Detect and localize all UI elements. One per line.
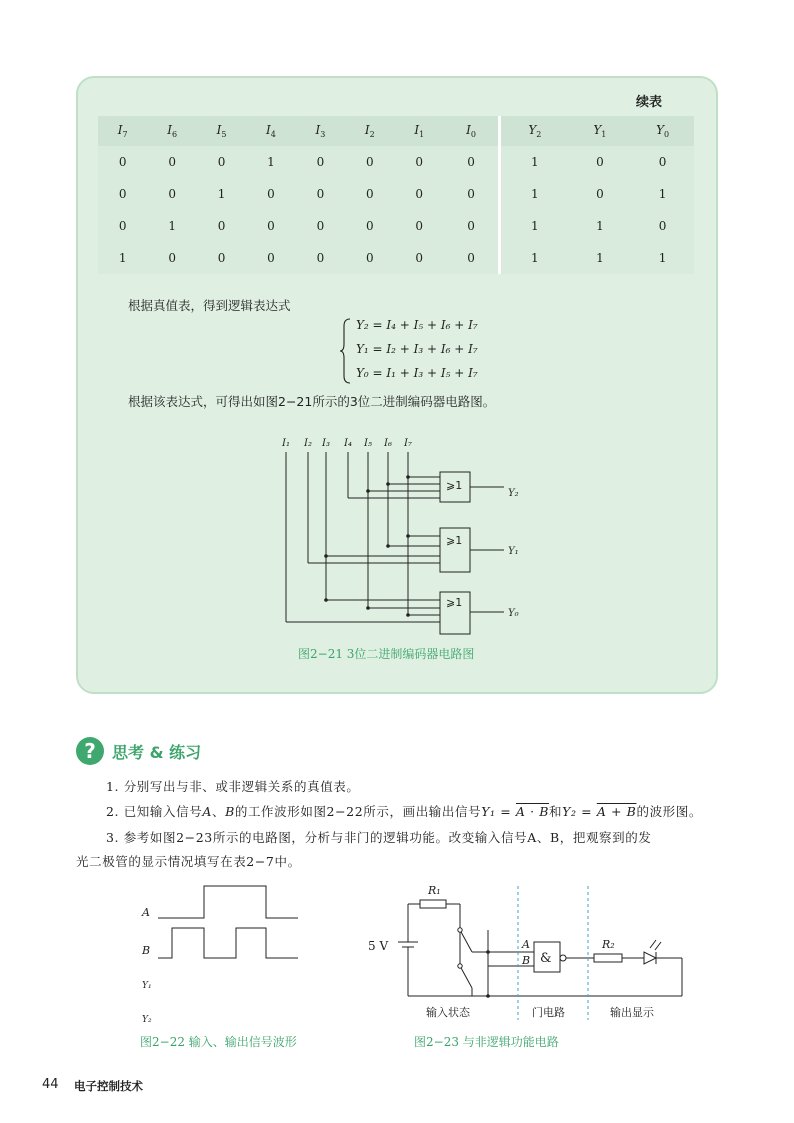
header-variable: I bbox=[466, 123, 471, 137]
table-cell: 0 bbox=[147, 178, 196, 210]
table-row bbox=[98, 146, 694, 178]
table-cell: 0 bbox=[246, 210, 295, 242]
circuit-output-label: Y₁ bbox=[508, 546, 519, 557]
header-variable: Y bbox=[593, 123, 602, 137]
encoder-circuit-diagram bbox=[260, 432, 550, 642]
table-cell: 0 bbox=[197, 146, 246, 178]
table-cell: 1 bbox=[197, 178, 246, 210]
table-cell: 1 bbox=[569, 242, 632, 274]
waveform-label-a: A bbox=[142, 906, 150, 919]
table-cell: 0 bbox=[444, 146, 500, 178]
table-cell: 0 bbox=[246, 178, 295, 210]
table-cell: 0 bbox=[569, 178, 632, 210]
waveform-diagram bbox=[130, 880, 310, 1030]
equation-y0: Y₀ = I₁ + I₃ + I₅ + I₇ bbox=[356, 366, 478, 380]
table-cell: 0 bbox=[444, 210, 500, 242]
q2-y1-bar: A · B bbox=[515, 804, 550, 819]
table-cell: 1 bbox=[98, 242, 147, 274]
table-cell: 0 bbox=[345, 242, 394, 274]
section-label-input-state: 输入状态 bbox=[426, 1006, 470, 1019]
table-cell: 0 bbox=[395, 242, 444, 274]
header-subscript: 4 bbox=[270, 130, 276, 139]
table-cell: 1 bbox=[569, 210, 632, 242]
circuit-input-label: I₄ bbox=[344, 438, 352, 449]
table-cell: 1 bbox=[631, 242, 694, 274]
or-gate-label: ⩾1 bbox=[446, 479, 463, 492]
table-cell: 1 bbox=[246, 146, 295, 178]
truth-table bbox=[98, 116, 694, 274]
q2-y1: Y₁ = bbox=[481, 804, 516, 819]
waveform-label-b: B bbox=[142, 944, 151, 957]
truth-table-header-cell bbox=[500, 116, 569, 146]
q2-text: 、 bbox=[211, 804, 226, 819]
header-variable: I bbox=[315, 123, 321, 137]
truth-table-header-row bbox=[98, 116, 694, 146]
table-cell: 0 bbox=[197, 242, 246, 274]
exercise-question-3-line1: 3. 参考如图2−23所示的电路图，分析与非门的逻辑功能。改变输入信号A、B，把观察到的发 bbox=[106, 830, 652, 845]
header-variable: Y bbox=[528, 123, 537, 137]
q2-var-b: B bbox=[225, 804, 235, 819]
table-cell: 0 bbox=[444, 242, 500, 274]
table-cell: 0 bbox=[444, 178, 500, 210]
section-label-output-display: 输出显示 bbox=[610, 1006, 654, 1019]
header-variable: I bbox=[167, 123, 172, 137]
truth-table-header-cell bbox=[395, 116, 444, 146]
q2-y2: Y₂ = bbox=[562, 804, 597, 819]
circuit-input-label: I₅ bbox=[364, 438, 372, 449]
circuit-output-label: Y₀ bbox=[508, 608, 519, 619]
book-title: 电子控制技术 bbox=[74, 1079, 143, 1093]
nand-gate-symbol: & bbox=[540, 951, 552, 966]
waveform-label-y1: Y₁ bbox=[142, 981, 152, 991]
table-cell: 0 bbox=[631, 210, 694, 242]
equation-y2: Y₂ = I₄ + I₅ + I₆ + I₇ bbox=[356, 318, 478, 332]
truth-table-header-cell bbox=[296, 116, 345, 146]
table-cell: 0 bbox=[395, 210, 444, 242]
table-cell: 1 bbox=[500, 178, 569, 210]
resistor-r2-label: R₂ bbox=[602, 938, 615, 951]
table-cell: 0 bbox=[147, 146, 196, 178]
header-variable: I bbox=[364, 123, 370, 137]
waveform-label-y2: Y₂ bbox=[142, 1015, 152, 1025]
table-cell: 0 bbox=[98, 210, 147, 242]
voltage-source-label: 5 V bbox=[368, 939, 389, 953]
header-variable: I bbox=[117, 123, 123, 137]
continued-table-label: 续表 bbox=[636, 95, 663, 110]
q2-text: 2. 已知输入信号 bbox=[106, 804, 203, 819]
table-cell: 0 bbox=[296, 210, 345, 242]
equation-y1: Y₁ = I₂ + I₃ + I₆ + I₇ bbox=[356, 342, 478, 356]
table-row bbox=[98, 210, 694, 242]
q2-text: 和 bbox=[549, 804, 563, 819]
table-cell: 0 bbox=[345, 178, 394, 210]
truth-table-header-cell bbox=[444, 116, 500, 146]
or-gate-label: ⩾1 bbox=[446, 534, 463, 547]
truth-table-header-cell bbox=[147, 116, 196, 146]
question-icon: ? bbox=[76, 737, 104, 765]
circuit-input-label: I₇ bbox=[404, 438, 412, 449]
table-cell: 1 bbox=[500, 242, 569, 274]
figure-2-21-caption: 图2−21 3位二进制编码器电路图 bbox=[298, 647, 475, 661]
exercise-question-3-line2: 光二极管的显示情况填写在表2−7中。 bbox=[76, 854, 301, 869]
paragraph-circuit-intro: 根据该表达式，可得出如图2−21所示的3位二进制编码器电路图。 bbox=[128, 394, 496, 409]
table-cell: 0 bbox=[296, 146, 345, 178]
header-variable: I bbox=[216, 123, 222, 137]
exercise-question-2 bbox=[106, 802, 702, 820]
header-subscript: 5 bbox=[221, 130, 227, 139]
table-cell: 0 bbox=[197, 210, 246, 242]
q2-text: 的工作波形如图2−22所示，画出输出信号 bbox=[234, 804, 482, 819]
table-cell: 0 bbox=[246, 242, 295, 274]
circuit-output-label: Y₂ bbox=[508, 488, 519, 499]
table-cell: 0 bbox=[98, 146, 147, 178]
table-cell: 0 bbox=[345, 146, 394, 178]
header-subscript: 3 bbox=[320, 130, 326, 139]
circuit-input-label: I₁ bbox=[282, 438, 290, 449]
table-cell: 0 bbox=[98, 178, 147, 210]
truth-table-body bbox=[98, 146, 694, 274]
table-cell: 0 bbox=[296, 178, 345, 210]
circuit-input-label: I₂ bbox=[304, 438, 312, 449]
header-subscript: 2 bbox=[536, 130, 542, 139]
q2-y2-bar: A + B bbox=[596, 804, 637, 819]
circuit-input-label: I₆ bbox=[384, 438, 392, 449]
header-variable: I bbox=[266, 123, 271, 137]
resistor-r1-label: R₁ bbox=[428, 884, 441, 897]
header-subscript: 1 bbox=[419, 130, 425, 139]
table-cell: 0 bbox=[296, 242, 345, 274]
truth-table-header-cell bbox=[98, 116, 147, 146]
figure-2-23-caption: 图2−23 与非逻辑功能电路 bbox=[414, 1035, 559, 1049]
header-subscript: 2 bbox=[369, 130, 375, 139]
nand-input-b-label: B bbox=[522, 954, 531, 967]
page-number: 44 bbox=[42, 1077, 59, 1092]
section-label-gate-circuit: 门电路 bbox=[532, 1006, 565, 1019]
table-cell: 1 bbox=[631, 178, 694, 210]
header-subscript: 7 bbox=[122, 130, 128, 139]
header-subscript: 0 bbox=[470, 130, 476, 139]
table-cell: 0 bbox=[395, 146, 444, 178]
truth-table-header-cell bbox=[345, 116, 394, 146]
table-row bbox=[98, 178, 694, 210]
truth-table-header-cell bbox=[569, 116, 632, 146]
header-subscript: 6 bbox=[171, 130, 178, 139]
table-cell: 1 bbox=[147, 210, 196, 242]
truth-table-header-cell bbox=[246, 116, 295, 146]
exercise-section-title: 思考 & 练习 bbox=[112, 743, 202, 762]
truth-table-header-cell bbox=[197, 116, 246, 146]
table-cell: 0 bbox=[631, 146, 694, 178]
nand-gate-circuit-diagram bbox=[360, 880, 700, 1030]
circuit-input-label: I₃ bbox=[322, 438, 330, 449]
table-cell: 0 bbox=[147, 242, 196, 274]
table-cell: 0 bbox=[569, 146, 632, 178]
exercise-question-1: 1. 分别写出与非、或非逻辑关系的真值表。 bbox=[106, 779, 360, 794]
figure-2-22-caption: 图2−22 输入、输出信号波形 bbox=[140, 1035, 297, 1049]
header-variable: Y bbox=[656, 123, 665, 137]
or-gate-label: ⩾1 bbox=[446, 596, 463, 609]
table-cell: 0 bbox=[345, 210, 394, 242]
truth-table-header-cell bbox=[631, 116, 694, 146]
table-cell: 0 bbox=[395, 178, 444, 210]
table-row bbox=[98, 242, 694, 274]
header-subscript: 1 bbox=[601, 130, 607, 139]
nand-input-a-label: A bbox=[522, 938, 530, 951]
paragraph-truth-table: 根据真值表，得到逻辑表达式 bbox=[128, 298, 291, 313]
q2-text: 的波形图。 bbox=[636, 804, 702, 819]
q2-var-a: A bbox=[202, 804, 212, 819]
table-cell: 1 bbox=[500, 210, 569, 242]
table-cell: 1 bbox=[500, 146, 569, 178]
header-variable: I bbox=[414, 123, 420, 137]
header-subscript: 0 bbox=[664, 130, 670, 139]
equation-brace bbox=[340, 318, 352, 384]
